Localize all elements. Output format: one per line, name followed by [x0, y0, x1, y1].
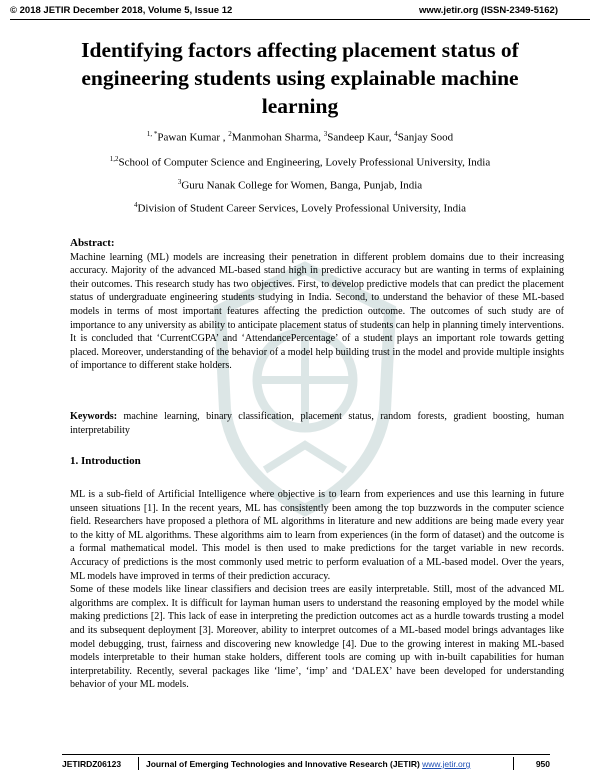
page-footer — [62, 754, 550, 771]
affiliation-1 — [40, 155, 560, 169]
author-name: Sanjay Sood — [397, 131, 454, 144]
author-sup: 2 — [228, 130, 232, 138]
keywords-section — [70, 410, 564, 437]
intro-paragraph: Some of these models like linear classifiers and decision trees are easily interpretable. Still, most of the advanced ML algorithms are complex. It is difficult for layman human users to understand the reasoning employed by the model while making predictions [2]. This lack of ease in interpreting the prediction outcomes act as a hurdle towards trusting a model and its subsequent deployment [3]. Moreover, ability to interpret outcomes of a ML-based model brings advantages like model debugging, trust, fairness and discovering new knowledge [4]. Due to the growing interest in making ML-based models interpretable to their human stake holders, different tools are coming up with in-built capabilities for human interpretability. Recently, several packages like ‘lime’, ‘imp’ and ‘DALEX’ have been developed for understanding behavior of your ML models. — [70, 584, 564, 691]
affiliation-text: School of Computer Science and Engineering, Lovely Professional University, India — [118, 156, 491, 169]
affiliation-text: Guru Nanak College for Women, Banga, Punjab, India — [181, 179, 423, 192]
paper-title: Identifying factors affecting placement status of engineering students using explainable machine learning — [81, 38, 519, 118]
journal-link[interactable]: www.jetir.org — [422, 759, 471, 769]
journal-title: Journal of Emerging Technologies and Innovative Research (JETIR) — [146, 759, 423, 769]
author-name: Manmohan Sharma, — [231, 131, 324, 144]
paper-code: JETIRDZ06123 — [62, 759, 122, 769]
header-website-issn[interactable]: www.jetir.org (ISSN-2349-5162) — [418, 5, 558, 16]
header-issue-info: © 2018 JETIR December 2018, Volume 5, Issue 12 — [10, 5, 233, 16]
section-heading-introduction: 1. Introduction — [70, 455, 141, 467]
author-list — [40, 130, 560, 144]
introduction-body — [70, 488, 564, 692]
author-sup: 3 — [323, 130, 328, 138]
affiliation-sup: 4 — [133, 201, 138, 209]
footer-divider — [513, 757, 514, 770]
intro-paragraph: ML is a sub-field of Artificial Intelligence where objective is to learn from experiences and use this learning in future unseen situations [1]. In the recent years, ML has consistently been among the top buzzwords in the computer science field. Researchers have proposed a plethora of ML algorithms in literature and new additions are being made every year to the kitty of ML algorithms. These algorithms aim to learn from experiences (in the form of dataset) and the outcome is a formal mathematical model. This model is then used to make predictions for the target variable in new records. Accuracy of predictions is the most commonly used metric to perform evaluation of a ML-based model. Over the years, ML models have improved in terms of their prediction accuracy. — [70, 489, 564, 582]
author-name: Sandeep Kaur, — [327, 131, 395, 144]
affiliation-3 — [40, 201, 560, 215]
abstract-heading: Abstract: — [70, 237, 115, 249]
page-header — [0, 0, 600, 22]
author-name: Pawan Kumar , — [157, 131, 229, 144]
affiliation-2 — [40, 178, 560, 192]
affiliation-text: Division of Student Career Services, Lovely Professional University, India — [137, 202, 467, 215]
footer-divider — [138, 757, 139, 770]
abstract-section — [70, 237, 564, 373]
keywords-label: Keywords: — [70, 411, 118, 422]
page-number: 950 — [535, 759, 550, 769]
author-sup: 1, * — [146, 130, 158, 138]
header-divider — [10, 19, 590, 20]
abstract-text: Machine learning (ML) models are increasing their penetration in different problem domains due to their increasing accuracy. Majority of the advanced ML-based stand high in predictive accuracy but are wanting in terms of explaining their outcomes. This research study has two objectives. First, to develop predictive models that can predict the placement status of undergraduate engineering students studying in India. Second, to understand the behavior of these ML-based models in terms of most important features affecting the prediction outcome. The outcomes of such study are of importance to any university as ability to anticipate placement status of students can help in planning timely interventions. It is concluded that ‘CurrentCGPA’ and ‘AttendancePercentage’ of a student plays an important role towards getting placed. Moreover, understanding of the behavior of a model help building trust in the model and provide multiple insights of importance to different stake holders. — [70, 251, 564, 372]
affiliation-sup: 1,2 — [109, 155, 119, 163]
affiliation-sup: 3 — [177, 178, 182, 186]
author-sup: 4 — [394, 130, 398, 138]
journal-name — [146, 759, 470, 769]
keywords-text: machine learning, binary classification, placement status, random forests, gradient boosting, human interpretability — [70, 411, 564, 436]
